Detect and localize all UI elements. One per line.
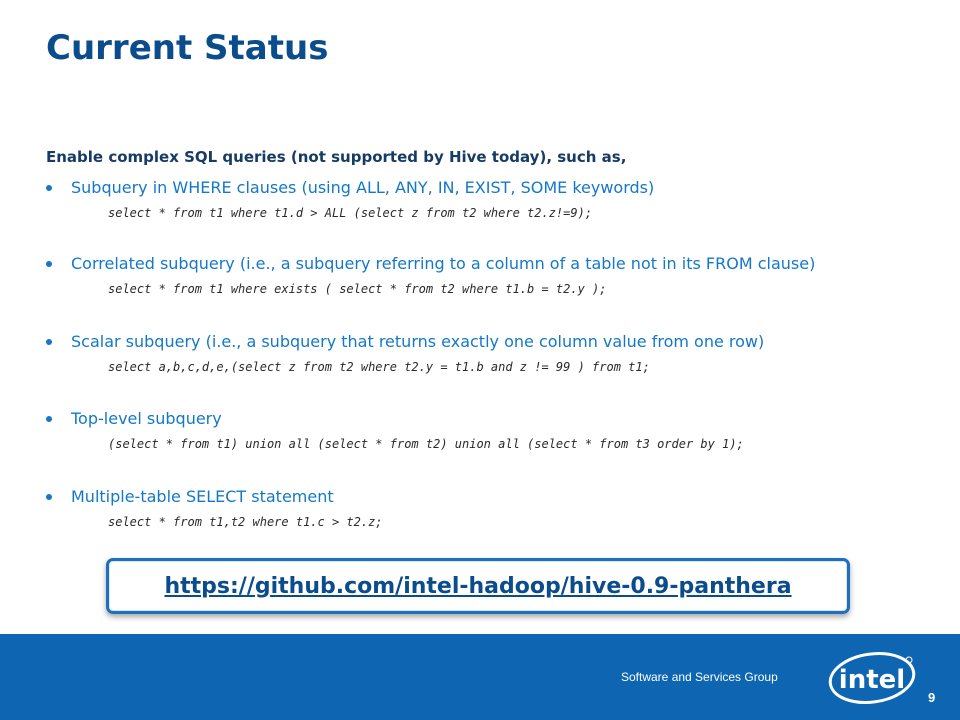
bullet-icon xyxy=(46,494,52,500)
footer-bar xyxy=(0,634,960,720)
code-example: select a,b,c,d,e,(select z from t2 where t2.y = t1.b and z != 99 ) from t1; xyxy=(108,360,650,374)
code-example: select * from t1 where t1.d > ALL (select z from t2 where t2.z!=9); xyxy=(108,206,593,220)
code-example: (select * from t1) union all (select * from t2) union all (select * from t3 order by 1); xyxy=(108,437,744,451)
footer-group-name: Software and Services Group xyxy=(621,670,778,684)
code-example: select * from t1 where exists ( select * from t2 where t1.b = t2.y ); xyxy=(108,282,607,296)
intel-logo-icon xyxy=(826,646,918,706)
bullet-text: Scalar subquery (i.e., a subquery that returns exactly one column value from one row) xyxy=(71,332,765,351)
bullet-text: Correlated subquery (i.e., a subquery referring to a column of a table not in its FROM clause) xyxy=(71,254,816,273)
github-link-button[interactable] xyxy=(106,558,850,614)
page-number: 9 xyxy=(928,690,936,705)
intro-text: Enable complex SQL queries (not supported by Hive today), such as, xyxy=(46,148,627,166)
logo-text: intel xyxy=(838,665,906,695)
bullet-icon xyxy=(46,185,52,191)
bullet-icon xyxy=(46,339,52,345)
slide-title: Current Status xyxy=(46,28,329,68)
bullet-text: Subquery in WHERE clauses (using ALL, ANY, IN, EXIST, SOME keywords) xyxy=(71,178,655,197)
bullet-icon xyxy=(46,416,52,422)
github-link[interactable]: https://github.com/intel-hadoop/hive-0.9-panthera xyxy=(164,573,792,599)
code-example: select * from t1,t2 where t1.c > t2.z; xyxy=(108,515,383,529)
bullet-text: Multiple-table SELECT statement xyxy=(71,487,334,506)
bullet-icon xyxy=(46,261,52,267)
bullet-text: Top-level subquery xyxy=(71,409,222,428)
